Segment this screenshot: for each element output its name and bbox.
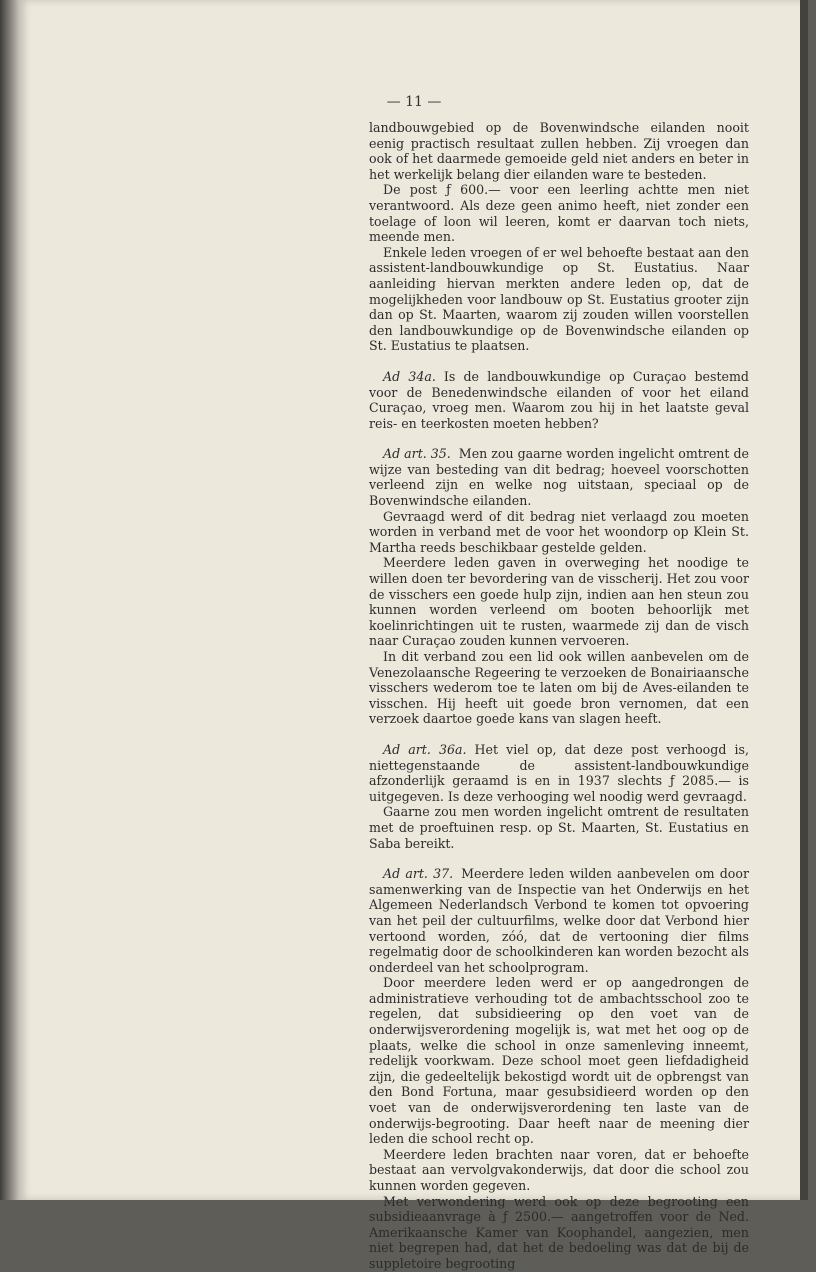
paragraph-text: Het viel op, dat deze post verhoogd is, niettegenstaande de assistent-landbouwkundige afzonderlijk geraamd is en in 1937 slechts ƒ 2085.— is uitgegeven. Is deze verhooging wel noodig werd gevraagd. xyxy=(369,741,750,804)
book-binding xyxy=(0,0,20,1200)
paragraph-text: Meerdere leden wilden aanbevelen om door samenwerking van de Inspectie van het Onderwijs en het Algemeen Nederlandsch Verbond te komen tot opvoering van het peil der cultuurfilms, welke door dat Verbond hier vertoond worden, zóó, dat de vertooning dier films regelmatig door de schoolkinderen kan worden bezocht als onderdeel van het schoolprogram. xyxy=(369,866,749,975)
article-reference: Ad art. 36a. xyxy=(383,741,467,757)
paragraph xyxy=(369,509,749,556)
article-reference: Ad art. 35. xyxy=(383,446,451,462)
paragraph xyxy=(369,182,749,244)
paragraph-text: Gaarne zou men worden ingelicht omtrent de resultaten met de proeftuinen resp. op St. Maarten, St. Eustatius en Saba bereikt. xyxy=(369,804,749,851)
page-number: — 11 — xyxy=(386,94,442,110)
paragraph xyxy=(369,1147,749,1194)
article-paragraph xyxy=(369,369,749,431)
paragraph-text: Meerdere leden gaven in overweging het noodige te willen doen ter bevordering van de visscherij. Het zou voor de visschers een goede hulp zijn, indien aan hen steun zou kunnen worden verleend om booten behoorlijk met koelinrichtingen uit te rusten, waarmede zij dan de visch naar Curaçao zouden kunnen vervoeren. xyxy=(369,555,749,649)
paragraph-text: Is de landbouwkundige op Curaçao bestemd voor de Benedenwindsche eilanden of voor het eiland Curaçao, vroeg men. Waarom zou hij in het laatste geval reis- en teerkosten moeten hebben? xyxy=(369,368,749,431)
paragraph xyxy=(369,1194,749,1272)
document-page xyxy=(20,0,808,1271)
paragraph-text: Meerdere leden brachten naar voren, dat er behoefte bestaat aan vervolgvakonderwijs, dat door die school zou kunnen worden gegeven. xyxy=(369,1146,749,1193)
paragraph xyxy=(369,649,749,727)
paragraph-text: In dit verband zou een lid ook willen aanbevelen om de Venezolaansche Regeering te verzoeken de Bonairiaansche visschers wederom toe te laten om bij de Aves-eilanden te visschen. Hij heeft uit goede bron vernomen, dat een verzoek daartoe goede kans van slagen heeft. xyxy=(369,649,749,727)
paragraph xyxy=(369,555,749,649)
paragraph-text: Met verwondering werd ook op deze begrooting een subsidieaanvrage à ƒ 2500.— aangetroffen voor de Ned. Amerikaansche Kamer van Koophandel, aangezien, men niet begrepen had, dat het de bedoeling was dat de bij de suppletoire begrooting xyxy=(369,1193,749,1271)
article-reference: Ad 34a. xyxy=(383,368,436,384)
paragraph-text: De post ƒ 600.— voor een leerling achtte men niet verantwoord. Als deze geen animo heeft, niet zonder een toelage of loon wil leeren, komt er daarvan toch niets, meende men. xyxy=(369,182,749,245)
paragraph-text: Gevraagd werd of dit bedrag niet verlaagd zou moeten worden in verband met de voor het woondorp op Klein St. Martha reeds beschikbaar gestelde gelden. xyxy=(369,508,749,555)
paragraph-text: landbouwgebied op de Bovenwindsche eilanden nooit eenig practisch resultaat zullen hebben. Zij vroegen dan ook of het daarmede gemoeide geld niet anders en beter in het werkelijk belang dier eilanden ware te besteden. xyxy=(369,120,749,182)
page-edge xyxy=(800,0,808,1200)
article-paragraph xyxy=(369,866,749,975)
article-paragraph xyxy=(369,742,749,804)
paragraph-text: Enkele leden vroegen of er wel behoefte bestaat aan den assistent-landbouwkundige op St. Eustatius. Naar aanleiding hiervan merkten andere leden op, dat de mogelijkheden voor landbouw op St. Eustatius grooter zijn dan op St. Maarten, waarom zij zouden willen voorstellen den landbouwkundige op de Bovenwindsche eilanden op St. Eustatius te plaatsen. xyxy=(369,244,749,354)
paragraph-text: Door meerdere leden werd er op aangedrongen de administratieve verhouding tot de ambachtsschool zoo te regelen, dat subsidieering op den voet van de onderwijsverordening mogelijk is, wat met het oog op de plaats, welke die school in onze samenleving inneemt, redelijk voorkwam. Deze school moet geen liefdadigheid zijn, die gedeeltelijk bekostigd wordt uit de opbrengst van den Bond Fortuna, maar gesubsidieerd worden op den voet van de onderwijsverordening ten laste van de onderwijs-begrooting. Daar heeft naar de meening dier leden die school recht op. xyxy=(369,975,749,1147)
article-paragraph xyxy=(369,446,749,508)
article-reference: Ad art. 37. xyxy=(383,866,454,882)
paragraph xyxy=(369,245,749,354)
paragraph xyxy=(369,975,749,1147)
paragraph-text: Men zou gaarne worden ingelicht omtrent de wijze van besteding van dit bedrag; hoeveel voorschotten verleend zijn en welke nog uitstaan, speciaal op de Bovenwindsche eilanden. xyxy=(369,446,749,509)
paragraph xyxy=(369,804,749,851)
paragraph xyxy=(369,120,749,182)
body-text xyxy=(369,120,749,1272)
